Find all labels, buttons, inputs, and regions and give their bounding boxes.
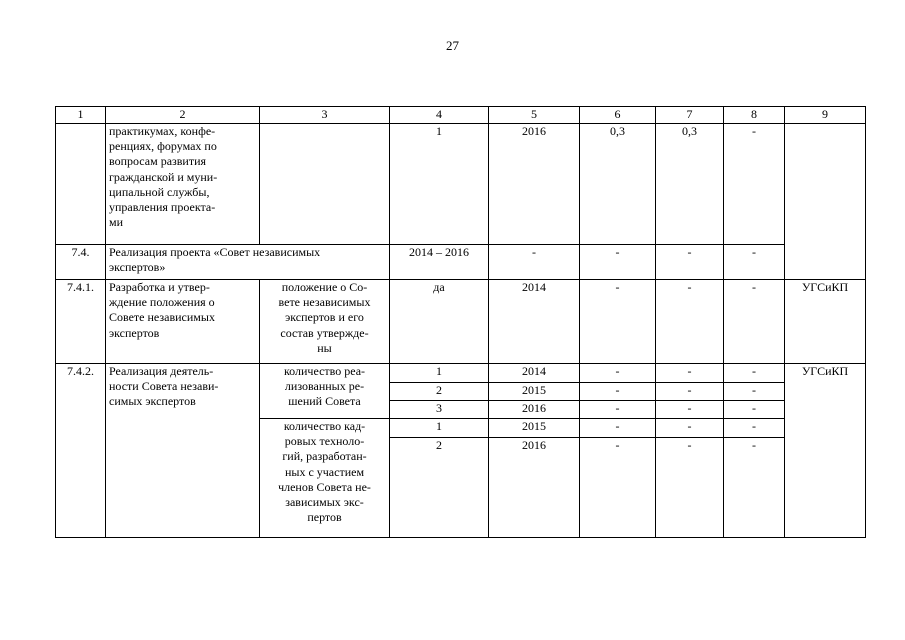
project-title-cell: Реализация проекта «Совет независимых экспертов» (106, 245, 390, 280)
value-cell: 0,3 (656, 124, 724, 245)
value-cell: - (656, 419, 724, 438)
header-cell: 1 (56, 107, 106, 124)
value-cell: - (656, 438, 724, 538)
num-cell: 7.4.2. (56, 364, 106, 538)
value-cell: - (724, 245, 785, 280)
header-cell: 9 (785, 107, 866, 124)
activity-cell: Разработка и утвер- ждение положения о Совете независимых экспертов (106, 280, 260, 364)
indicator-cell: количество реа- лизованных ре- шений Совета (260, 364, 390, 419)
num-cell (56, 124, 106, 245)
value-cell: - (580, 401, 656, 419)
value-cell: да (390, 280, 489, 364)
plan-table (55, 106, 866, 538)
year-cell: 2014 (489, 364, 580, 383)
year-cell: 2016 (489, 438, 580, 538)
header-cell: 4 (390, 107, 489, 124)
value-cell: - (580, 383, 656, 401)
value-cell: - (724, 280, 785, 364)
header-cell: 2 (106, 107, 260, 124)
num-cell: 7.4.1. (56, 280, 106, 364)
year-cell: 2015 (489, 419, 580, 438)
value-cell: - (724, 401, 785, 419)
value-cell: - (580, 419, 656, 438)
header-cell: 8 (724, 107, 785, 124)
table-row-7-4-2 (56, 364, 866, 383)
activity-cell: практикумах, конфе- ренциях, форумах по вопросам развития гражданской и муни- ципальной службы, управления проекта- ми (106, 124, 260, 245)
value-cell: 1 (390, 124, 489, 245)
value-cell: - (656, 401, 724, 419)
value-cell: 2 (390, 383, 489, 401)
header-row (56, 107, 866, 124)
value-cell: - (580, 438, 656, 538)
value-cell: - (656, 245, 724, 280)
table-row-continuation (56, 124, 866, 245)
value-cell: - (656, 383, 724, 401)
indicator-cell (260, 124, 390, 245)
table-row-7-4-1 (56, 280, 866, 364)
activity-cell: Реализация деятель- ности Совета незави- симых экспертов (106, 364, 260, 538)
value-cell: 2 (390, 438, 489, 538)
page-number: 27 (446, 38, 459, 53)
value-cell: - (656, 280, 724, 364)
indicator-cell: положение о Со- вете независимых экспертов и его состав утвержде- ны (260, 280, 390, 364)
value-cell: - (580, 245, 656, 280)
responsible-cell (785, 124, 866, 280)
responsible-cell: УГСиКП (785, 364, 866, 538)
value-cell: - (580, 280, 656, 364)
year-cell: 2016 (489, 401, 580, 419)
value-cell: - (724, 419, 785, 438)
indicator-cell: количество кад- ровых техноло- гий, разработан- ных с участием членов Совета не- зависимых экс- пертов (260, 419, 390, 538)
header-cell: 6 (580, 107, 656, 124)
responsible-cell: УГСиКП (785, 280, 866, 364)
value-cell: - (580, 364, 656, 383)
table-row-7-4 (56, 245, 866, 280)
year-cell: 2014 (489, 280, 580, 364)
value-cell: - (724, 364, 785, 383)
year-cell: - (489, 245, 580, 280)
year-cell: 2015 (489, 383, 580, 401)
value-cell: - (724, 124, 785, 245)
value-cell: 1 (390, 364, 489, 383)
header-cell: 3 (260, 107, 390, 124)
period-cell: 2014 – 2016 (390, 245, 489, 280)
value-cell: 3 (390, 401, 489, 419)
value-cell: - (724, 383, 785, 401)
num-cell: 7.4. (56, 245, 106, 280)
value-cell: 1 (390, 419, 489, 438)
year-cell: 2016 (489, 124, 580, 245)
value-cell: - (724, 438, 785, 538)
value-cell: - (656, 364, 724, 383)
header-cell: 7 (656, 107, 724, 124)
value-cell: 0,3 (580, 124, 656, 245)
header-cell: 5 (489, 107, 580, 124)
